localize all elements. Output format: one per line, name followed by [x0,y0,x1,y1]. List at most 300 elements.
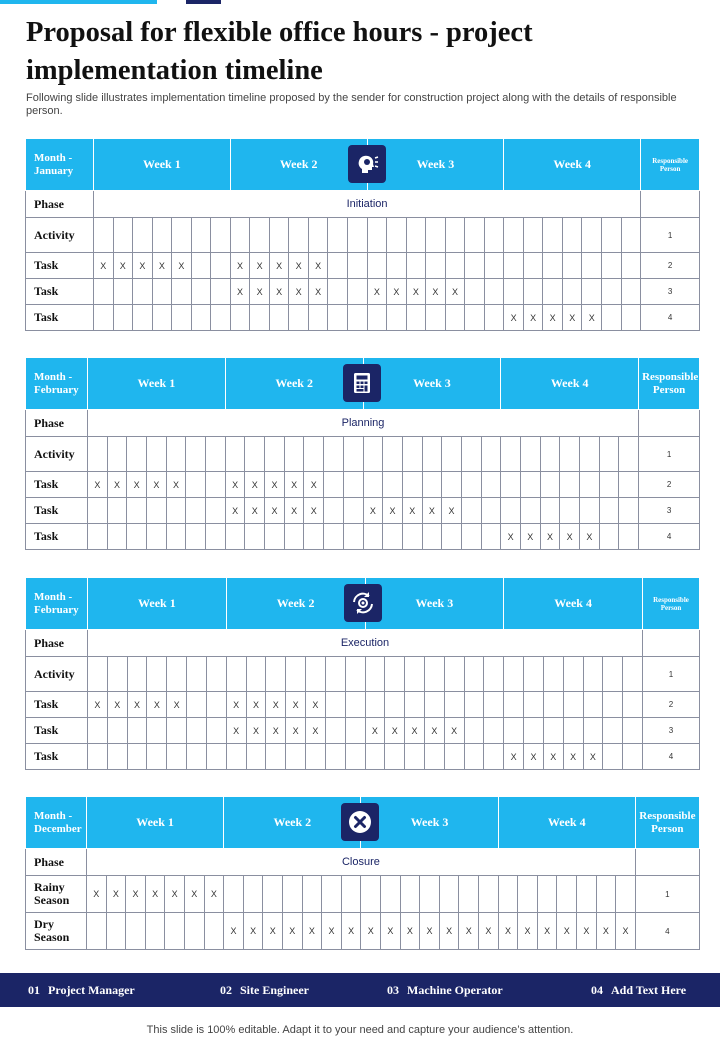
timeline-cell [504,657,524,692]
phase-responsible-cell [639,410,700,437]
timeline-cell [464,718,484,744]
responsible-person-number: 1 [641,218,700,253]
scheduled-mark: X [385,718,405,744]
timeline-cell [599,498,619,524]
timeline-cell [524,657,544,692]
timeline-cell [363,472,383,498]
timeline-cell [308,218,328,253]
timeline-cell [88,524,108,550]
timeline-cell [230,218,250,253]
timeline-cell [289,305,309,331]
scheduled-mark: X [230,253,250,279]
scheduled-mark: X [557,913,577,950]
timeline-row [26,498,700,524]
legend-number: 03 [387,983,399,997]
scheduled-mark: X [367,279,387,305]
timeline-cell [422,524,442,550]
timeline-cell [186,472,206,498]
timeline-cell [504,218,524,253]
scheduled-mark: X [563,744,583,770]
responsible-person-number: 2 [639,472,700,498]
idea-head-icon [348,145,386,183]
timeline-cell [426,218,446,253]
scheduled-mark: X [406,279,426,305]
timeline-row [26,657,700,692]
timeline-cell [464,744,484,770]
week-3-header: Week 3 [367,139,504,191]
phase-label: Phase [26,630,88,657]
timeline-cell [464,692,484,718]
timeline-cell [562,253,582,279]
legend-label: Machine Operator [407,983,503,997]
scheduled-mark: X [387,279,407,305]
scheduled-mark: X [562,305,582,331]
timeline-cell [88,744,108,770]
timeline-cell [504,279,524,305]
scheduled-mark: X [479,913,499,950]
timeline-cell [343,498,363,524]
timeline-cell [166,498,186,524]
timeline-cell [127,524,147,550]
week-3-header: Week 3 [365,578,504,630]
timeline-cell [537,876,557,913]
month-label: Month - February [26,358,88,410]
timeline-cell [543,718,563,744]
scheduled-mark: X [445,279,465,305]
scheduled-mark: X [284,472,304,498]
scheduled-mark: X [498,913,518,950]
row-label: Task [26,744,88,770]
timeline-row [26,913,700,950]
scheduled-mark: X [127,692,147,718]
scheduled-mark: X [107,692,127,718]
week-2-header: Week 2 [224,797,361,849]
timeline-cell [147,437,167,472]
scheduled-mark: X [306,718,326,744]
timeline-cell [381,876,401,913]
phase-label: Phase [26,849,87,876]
timeline-cell [250,305,270,331]
timeline-cell [269,218,289,253]
timeline-cell [107,657,127,692]
timeline-cell [540,472,560,498]
timeline-cell [465,305,485,331]
timeline-cell [442,472,462,498]
timeline-cell [106,913,126,950]
scheduled-mark: X [400,913,420,950]
accent-bar-cyan [0,0,157,4]
scheduled-mark: X [265,472,285,498]
scheduled-mark: X [246,718,266,744]
timeline-row [26,472,700,498]
timeline-cell [145,913,165,950]
timeline-cell [206,437,226,472]
timeline-cell [582,279,602,305]
timeline-cell [402,437,422,472]
scheduled-mark: X [341,913,361,950]
timeline-cell [167,657,187,692]
timeline-cell [147,744,167,770]
scheduled-mark: X [361,913,381,950]
timeline-cell [562,218,582,253]
timeline-cell [147,498,167,524]
scheduled-mark: X [133,253,153,279]
timeline-cell [172,305,192,331]
timeline-cell [269,305,289,331]
timeline-cell [445,253,465,279]
legend-item-2 [220,973,309,1007]
timeline-cell [187,692,207,718]
timeline-cell [461,437,481,472]
timeline-cell [400,876,420,913]
phase-row [26,630,700,657]
timeline-cell [387,253,407,279]
scheduled-mark: X [147,692,167,718]
responsible-person-number: 4 [635,913,699,950]
scheduled-mark: X [504,744,524,770]
timeline-cell [504,253,524,279]
timeline-cell [484,692,504,718]
timeline-cell [524,692,544,718]
scheduled-mark: X [250,253,270,279]
timeline-cell [459,876,479,913]
timeline-cell [402,472,422,498]
legend-number: 04 [591,983,603,997]
scheduled-mark: X [245,472,265,498]
timeline-cell [445,305,465,331]
timeline-cell [523,218,543,253]
timeline-cell [343,472,363,498]
timeline-cell [328,279,348,305]
timeline-table-3 [25,577,699,770]
timeline-cell [107,498,127,524]
week-3-header: Week 3 [361,797,498,849]
timeline-cell [225,437,245,472]
timeline-cell [250,218,270,253]
scheduled-mark: X [304,472,324,498]
timeline-cell [563,718,583,744]
timeline-cell [481,498,501,524]
timeline-cell [579,437,599,472]
scheduled-mark: X [226,692,246,718]
week-2-header: Week 2 [226,578,365,630]
phase-row [26,410,700,437]
week-3-header: Week 3 [363,358,501,410]
timeline-cell [481,472,501,498]
timeline-cell [88,657,108,692]
timeline-cell [107,437,127,472]
timeline-cell [94,218,114,253]
timeline-cell [583,657,603,692]
timeline-cell [599,472,619,498]
timeline-cell [243,876,263,913]
scheduled-mark: X [243,913,263,950]
week-1-header: Week 1 [94,139,231,191]
timeline-cell [94,279,114,305]
scheduled-mark: X [289,279,309,305]
scheduled-mark: X [106,876,126,913]
timeline-cell [383,472,403,498]
timeline-cell [602,218,622,253]
timeline-cell [365,744,385,770]
responsible-person-number: 4 [639,524,700,550]
timeline-cell [504,692,524,718]
timeline-cell [328,218,348,253]
scheduled-mark: X [616,913,636,950]
scheduled-mark: X [405,718,425,744]
scheduled-mark: X [245,498,265,524]
phase-name: Planning [88,410,639,437]
responsible-person-number: 3 [639,498,700,524]
timeline-cell [520,498,540,524]
scheduled-mark: X [537,913,557,950]
timeline-cell [133,218,153,253]
timeline-cell [557,876,577,913]
timeline-cell [283,876,303,913]
timeline-cell [133,305,153,331]
timeline-cell [206,498,226,524]
timeline-cell [365,692,385,718]
row-label: Dry Season [26,913,87,950]
timeline-cell [623,744,643,770]
timeline-cell [387,305,407,331]
scheduled-mark: X [127,472,147,498]
timeline-cell [226,744,246,770]
timeline-cell [481,524,501,550]
responsible-person-number: 1 [635,876,699,913]
scheduled-mark: X [265,498,285,524]
timeline-cell [345,744,365,770]
timeline-cell [406,305,426,331]
responsible-person-header: Responsible Person [643,578,700,630]
scheduled-mark: X [322,913,342,950]
timeline-cell [341,876,361,913]
timeline-cell [325,692,345,718]
accent-bar-navy [186,0,221,4]
timeline-cell [186,498,206,524]
timeline-cell [577,876,597,913]
legend-label: Site Engineer [240,983,309,997]
timeline-cell [402,524,422,550]
timeline-cell [484,718,504,744]
week-4-header: Week 4 [501,358,639,410]
phase-row [26,191,700,218]
timeline-cell [602,305,622,331]
scheduled-mark: X [226,718,246,744]
timeline-cell [579,472,599,498]
scheduled-mark: X [420,913,440,950]
timeline-cell [621,218,641,253]
timeline-cell [385,657,405,692]
timeline-cell [540,437,560,472]
responsible-person-header: Responsible Person [641,139,700,191]
timeline-cell [621,279,641,305]
scheduled-mark: X [289,253,309,279]
timeline-cell [442,437,462,472]
timeline-cell [603,744,623,770]
scheduled-mark: X [286,692,306,718]
timeline-cell [518,876,538,913]
timeline-cell [523,279,543,305]
timeline-cell [127,657,147,692]
timeline-cell [204,913,224,950]
timeline-cell [127,718,147,744]
timeline-cell [563,692,583,718]
timeline-cell [363,437,383,472]
row-label: Activity [26,657,88,692]
timeline-cell [481,437,501,472]
page-subtitle: Following slide illustrates implementation timeline proposed by the sender for construction project along with the details of responsible person. [26,92,677,117]
scheduled-mark: X [426,279,446,305]
timeline-cell [367,305,387,331]
scheduled-mark: X [363,498,383,524]
scheduled-mark: X [224,913,244,950]
timeline-cell [113,279,133,305]
timeline-cell [501,472,521,498]
timeline-cell [582,253,602,279]
timeline-table-2 [25,357,699,550]
timeline-cell [520,437,540,472]
legend-label: Project Manager [48,983,135,997]
timeline-cell [325,718,345,744]
timeline-cell [387,218,407,253]
timeline-cell [166,437,186,472]
scheduled-mark: X [87,876,107,913]
row-label: Task [26,498,88,524]
timeline-row [26,253,700,279]
timeline-cell [289,218,309,253]
timeline-cell [191,218,211,253]
timeline-cell [479,876,499,913]
timeline-cell [444,744,464,770]
timeline-cell [484,279,504,305]
timeline-cell [152,279,172,305]
timeline-cell [501,437,521,472]
timeline-cell [191,279,211,305]
timeline-cell [245,437,265,472]
timeline-cell [186,437,206,472]
timeline-cell [445,218,465,253]
scheduled-mark: X [266,692,286,718]
timeline-cell [464,657,484,692]
timeline-cell [167,744,187,770]
timeline-cell [484,253,504,279]
timeline-cell [284,437,304,472]
timeline-cell [405,657,425,692]
month-label: Month - February [26,578,88,630]
timeline-cell [424,657,444,692]
timeline-cell [87,913,107,950]
timeline-cell [133,279,153,305]
scheduled-mark: X [504,305,524,331]
legend-number: 02 [220,983,232,997]
scheduled-mark: X [263,913,283,950]
timeline-cell [385,744,405,770]
timeline-cell [172,279,192,305]
scheduled-mark: X [167,692,187,718]
timeline-cell [619,498,639,524]
timeline-cell [113,218,133,253]
scheduled-mark: X [225,472,245,498]
scheduled-mark: X [442,498,462,524]
week-1-header: Week 1 [87,797,224,849]
scheduled-mark: X [501,524,521,550]
scheduled-mark: X [579,524,599,550]
scheduled-mark: X [365,718,385,744]
month-label: Month - December [26,797,87,849]
timeline-cell [405,744,425,770]
row-label: Rainy Season [26,876,87,913]
timeline-cell [504,718,524,744]
phase-responsible-cell [643,630,700,657]
timeline-cell [107,718,127,744]
scheduled-mark: X [145,876,165,913]
scheduled-mark: X [520,524,540,550]
row-label: Task [26,472,88,498]
timeline-cell [266,744,286,770]
responsible-person-header: Responsible Person [635,797,699,849]
scheduled-mark: X [88,472,108,498]
timeline-cell [306,657,326,692]
timeline-cell [405,692,425,718]
timeline-cell [263,876,283,913]
timeline-cell [286,744,306,770]
legend-bar [0,973,720,1007]
timeline-cell [246,657,266,692]
scheduled-mark: X [583,744,603,770]
scheduled-mark: X [204,876,224,913]
timeline-cell [206,692,226,718]
scheduled-mark: X [266,718,286,744]
timeline-cell [596,876,616,913]
timeline-row [26,279,700,305]
timeline-cell [127,744,147,770]
timeline-cell [206,472,226,498]
timeline-cell [583,692,603,718]
page-title: Proposal for flexible office hours - project implementation timeline [26,17,533,86]
responsible-person-number: 1 [643,657,700,692]
week-2-header: Week 2 [225,358,363,410]
timeline-cell [186,524,206,550]
timeline-cell [94,305,114,331]
timeline-cell [246,744,266,770]
timeline-cell [147,524,167,550]
phase-name: Closure [87,849,636,876]
legend-number: 01 [28,983,40,997]
timeline-cell [560,498,580,524]
timeline-cell [304,524,324,550]
timeline-cell [345,718,365,744]
timeline-table-1 [25,138,699,331]
timeline-row [26,692,700,718]
timeline-cell [543,692,563,718]
timeline-cell [461,498,481,524]
timeline-cell [523,253,543,279]
timeline-cell [484,744,504,770]
week-1-header: Week 1 [88,358,226,410]
timeline-cell [540,498,560,524]
timeline-cell [520,472,540,498]
scheduled-mark: X [172,253,192,279]
timeline-cell [328,253,348,279]
scheduled-mark: X [284,498,304,524]
timeline-cell [325,744,345,770]
week-2-header: Week 2 [230,139,367,191]
responsible-person-number: 2 [641,253,700,279]
timeline-cell [265,437,285,472]
scheduled-mark: X [422,498,442,524]
timeline-cell [211,279,231,305]
